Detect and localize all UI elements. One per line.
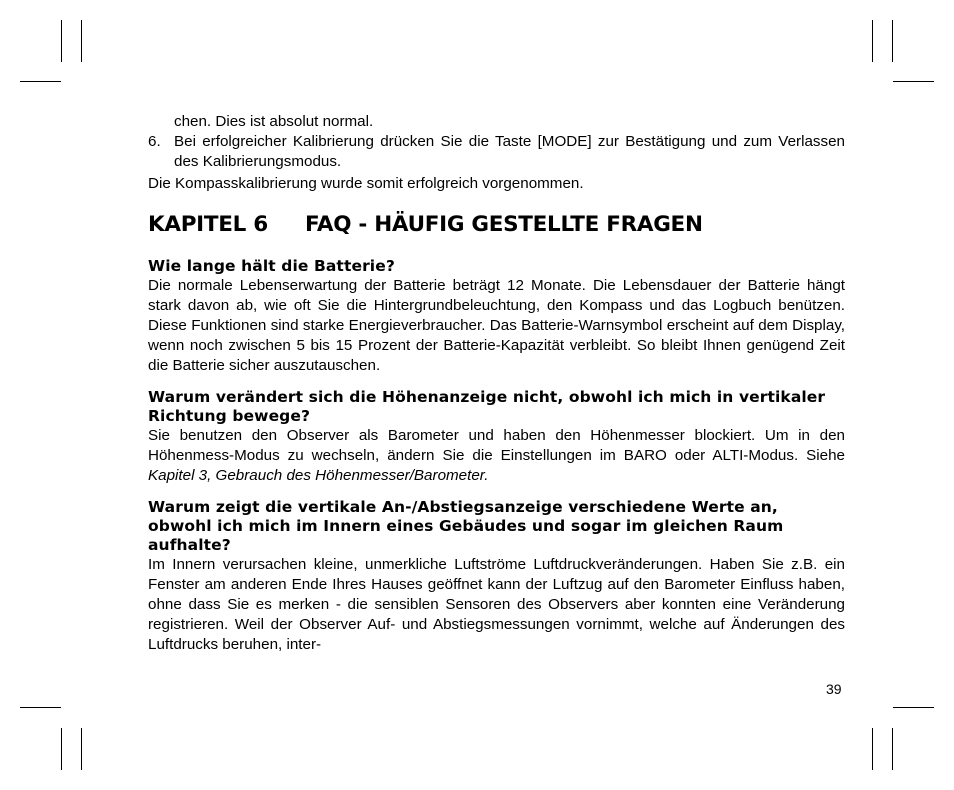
faq-question-3: Warum zeigt die vertikale An-/Abstiegsanzeige verschiedene Werte an, obwohl ich mich im Innern eines Gebäudes und sogar im gleichen Raum aufhalte? xyxy=(148,498,784,554)
crop-mark-bottom-left-v1 xyxy=(61,728,62,770)
crop-mark-top-left-v2 xyxy=(81,20,82,62)
crop-mark-bottom-right-v1 xyxy=(872,728,873,770)
chapter-title: FAQ - HÄUFIG GESTELLTE FRAGEN xyxy=(305,212,703,237)
crop-mark-top-right-v1 xyxy=(872,20,873,62)
crop-mark-bottom-right-h xyxy=(893,707,934,708)
chapter-number: KAPITEL 6 xyxy=(148,212,268,237)
crop-mark-top-left-v1 xyxy=(61,20,62,62)
faq-answer-2 xyxy=(148,426,845,486)
page-number: 39 xyxy=(826,681,842,697)
chapter-heading xyxy=(148,212,845,238)
list-continuation: chen. Dies ist absolut normal. xyxy=(174,113,374,130)
list-item-text: Bei erfolgreicher Kalibrierung drücken Sie die Taste [MODE] zur Bestätigung und zum Verlassen des Kalibrierungsmodus. xyxy=(174,133,845,170)
faq-answer-3: Im Innern verursachen kleine, unmerkliche Luftströme Luftdruckveränderungen. Haben Sie z.B. ein Fenster am anderen Ende Ihres Hauses geöffnet kann der Luftzug auf den Barometer Einfluss haben, ohne dass Sie es merken - die sensiblen Sensoren des Observers aber konnten eine Veränderung registrieren. Weil der Observer Auf- und Abstiegsmessungen vornimmt, welche auf Änderungen des Luftdrucks beruhen, inter- xyxy=(148,556,845,653)
faq-question-1: Wie lange hält die Batterie? xyxy=(148,257,395,275)
list-number: 6. xyxy=(148,133,161,150)
crop-mark-top-right-v2 xyxy=(892,20,893,62)
page-content xyxy=(148,112,845,655)
faq-answer-1: Die normale Lebenserwartung der Batterie beträgt 12 Monate. Die Lebensdauer der Batterie hängt stark davon ab, wie oft Sie die Hintergrundbeleuchtung, den Kompass und das Logbuch benützen. Diese Funktionen sind starke Energieverbraucher. Das Batterie-Warnsymbol erscheint auf dem Display, wenn noch zwischen 5 bis 15 Prozent der Batterie-Kapazität verbleibt. So bleibt Ihnen genügend Zeit die Batterie sicher auszutauschen. xyxy=(148,277,845,374)
crop-mark-bottom-right-v2 xyxy=(892,728,893,770)
crop-mark-top-left-h xyxy=(20,81,61,82)
crop-mark-top-right-h xyxy=(893,81,934,82)
chapter-reference: Kapitel 3, Gebrauch des Höhenmesser/Barometer. xyxy=(148,467,489,484)
list-item-6 xyxy=(148,132,845,172)
closing-paragraph: Die Kompasskalibrierung wurde somit erfolgreich vorgenommen. xyxy=(148,175,584,192)
crop-mark-bottom-left-h xyxy=(20,707,61,708)
faq-answer-2-text: Sie benutzen den Observer als Barometer und haben den Höhenmesser blockiert. Um in den Höhenmess-Modus zu wechseln, ändern Sie die Einstellungen im BARO oder ALTI-Modus. Siehe xyxy=(148,427,845,464)
faq-question-2: Warum verändert sich die Höhenanzeige nicht, obwohl ich mich in vertikaler Richtung bewege? xyxy=(148,388,826,425)
crop-mark-bottom-left-v2 xyxy=(81,728,82,770)
